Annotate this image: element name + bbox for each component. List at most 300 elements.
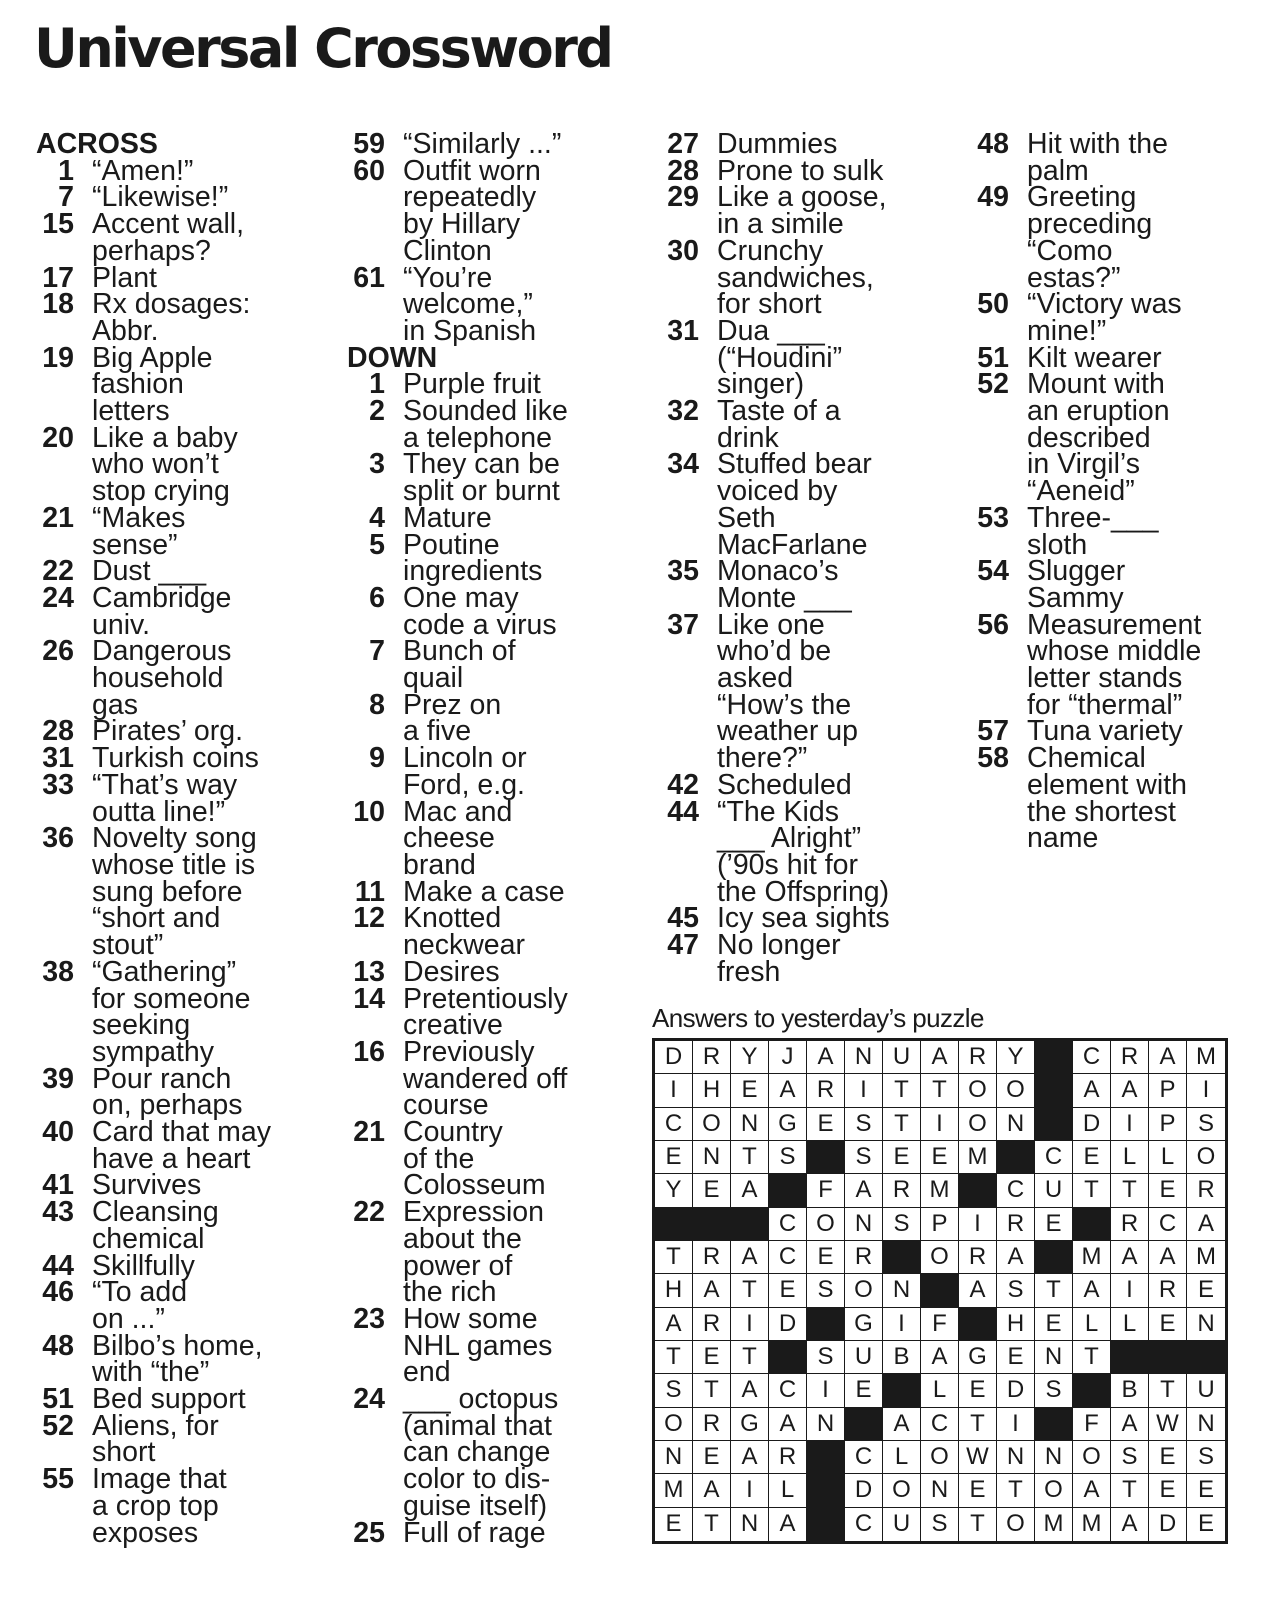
clue-line: “Similarly ...”	[403, 128, 562, 160]
clue-line: MacFarlane	[717, 528, 868, 561]
grid-cell: E	[1187, 1474, 1225, 1507]
clue-text	[699, 902, 949, 935]
clue-line: preceding	[1027, 208, 1153, 241]
clue-line: One may	[403, 581, 519, 614]
clue-number: 44	[667, 795, 699, 828]
grid-cell: G	[959, 1341, 997, 1374]
clue-text	[1009, 608, 1261, 721]
clue	[347, 1116, 637, 1202]
clue	[347, 128, 637, 160]
clue-line: “Makes	[92, 501, 186, 534]
clue	[347, 635, 637, 695]
clue-number: 32	[667, 395, 699, 428]
clue-number: 7	[58, 181, 74, 214]
grid-cell: R	[693, 1308, 731, 1341]
clue-line: “That’s way	[92, 768, 238, 801]
clue	[347, 581, 637, 641]
clue	[36, 208, 326, 267]
clue-text	[74, 421, 326, 508]
clue-line: Monaco’s	[717, 555, 839, 588]
clue	[36, 1169, 326, 1202]
clue-line: can change	[403, 1436, 551, 1469]
clue-number: 22	[353, 1196, 385, 1229]
clue-line: seeking	[92, 1009, 191, 1042]
black-square	[807, 1308, 845, 1341]
clue-line: fashion	[92, 368, 184, 401]
clue-number: 38	[42, 955, 74, 988]
clue-text	[74, 715, 326, 748]
grid-cell: N	[1187, 1408, 1225, 1441]
clue-column-4	[971, 128, 1261, 855]
clue	[659, 395, 949, 454]
clue-number: 18	[42, 288, 74, 321]
clue-line: Skillfully	[92, 1249, 195, 1282]
clue-number: 49	[977, 181, 1009, 214]
grid-cell: O	[1187, 1141, 1225, 1174]
clue-line: Prone to sulk	[717, 154, 884, 187]
grid-cell: T	[1111, 1174, 1149, 1207]
clue-number: 8	[369, 688, 385, 721]
grid-cell: C	[921, 1408, 959, 1441]
clue-text	[385, 1116, 637, 1202]
clue	[347, 688, 637, 748]
clue-line: perhaps?	[92, 234, 211, 267]
clue-line: creative	[403, 1009, 503, 1042]
clue-line: an eruption	[1027, 395, 1170, 428]
grid-cell: E	[883, 1141, 921, 1174]
clue-line: in Virgil’s	[1027, 448, 1140, 481]
clue-line: Outfit worn	[403, 154, 541, 187]
black-square	[959, 1308, 997, 1341]
grid-cell: A	[769, 1074, 807, 1107]
clue-text	[699, 234, 949, 321]
grid-cell: R	[883, 1174, 921, 1207]
grid-cell: A	[1073, 1474, 1111, 1507]
clue-line: stout”	[92, 929, 164, 962]
clue-line: Dust ___	[92, 555, 207, 588]
clue-number: 61	[353, 261, 385, 294]
clue	[659, 448, 949, 561]
grid-cell: S	[997, 1274, 1035, 1307]
clue-text	[699, 395, 949, 454]
clue-line: Hit with the	[1027, 128, 1168, 160]
grid-cell: O	[921, 1441, 959, 1474]
clue-line: of the	[403, 1142, 475, 1175]
clue-line: quail	[403, 662, 464, 695]
clue	[347, 154, 637, 267]
grid-cell: E	[693, 1441, 731, 1474]
grid-cell: T	[1073, 1174, 1111, 1207]
clue-line: Expression	[403, 1196, 544, 1229]
clue-number: 31	[42, 742, 74, 775]
grid-cell: T	[997, 1474, 1035, 1507]
clue	[36, 261, 326, 294]
grid-cell: G	[769, 1108, 807, 1141]
clue-line: “Aeneid”	[1027, 475, 1135, 508]
clue-line: Pour ranch	[92, 1062, 232, 1095]
grid-cell: U	[845, 1341, 883, 1374]
clue-line: for short	[717, 288, 822, 321]
clue-number: 35	[667, 555, 699, 588]
grid-cell: H	[693, 1074, 731, 1107]
clue-text	[74, 1249, 326, 1282]
grid-cell: R	[1187, 1174, 1225, 1207]
clue-line: Big Apple	[92, 341, 213, 374]
grid-cell: L	[883, 1441, 921, 1474]
clue-number: 51	[42, 1383, 74, 1416]
clue-column-2	[347, 128, 637, 1549]
across-heading: ACROSS	[36, 128, 158, 160]
clue	[347, 875, 637, 908]
clue-line: letter stands	[1027, 662, 1183, 695]
clue	[36, 742, 326, 775]
clue-text	[385, 1383, 637, 1522]
clue-line: there?”	[717, 742, 808, 775]
grid-cell: N	[807, 1408, 845, 1441]
clue-text	[74, 955, 326, 1068]
grid-cell: T	[693, 1508, 731, 1541]
clue-line: Make a case	[403, 875, 565, 908]
clue-line: “How’s the	[717, 688, 852, 721]
grid-cell: D	[655, 1041, 693, 1074]
grid-cell: E	[655, 1508, 693, 1541]
grid-cell: E	[1035, 1208, 1073, 1241]
clue	[347, 368, 637, 401]
grid-cell: C	[769, 1241, 807, 1274]
grid-cell: R	[959, 1241, 997, 1274]
grid-cell: C	[845, 1441, 883, 1474]
clue	[971, 501, 1261, 561]
clue-text	[385, 448, 637, 508]
grid-cell: T	[1111, 1474, 1149, 1507]
black-square	[921, 1274, 959, 1307]
grid-cell: F	[807, 1174, 845, 1207]
clue-text	[74, 822, 326, 962]
grid-cell: I	[731, 1474, 769, 1507]
clue-number: 31	[667, 314, 699, 347]
clue	[36, 1196, 326, 1255]
grid-cell: R	[845, 1241, 883, 1274]
clue-text	[385, 1035, 637, 1122]
clue	[347, 501, 637, 534]
grid-cell: E	[1149, 1441, 1187, 1474]
grid-cell: A	[731, 1374, 769, 1407]
black-square	[1111, 1341, 1149, 1374]
clue-line: “Amen!”	[92, 154, 194, 187]
clue	[971, 128, 1261, 187]
clue-number: 44	[42, 1249, 74, 1282]
clue	[347, 902, 637, 962]
clue	[971, 341, 1261, 374]
black-square	[807, 1508, 845, 1541]
clue	[36, 1249, 326, 1282]
grid-cell: O	[883, 1474, 921, 1507]
clue-text	[1009, 181, 1261, 294]
grid-cell: A	[1073, 1074, 1111, 1107]
clue-line: Chemical	[1027, 742, 1146, 775]
clue-number: 5	[369, 528, 385, 561]
grid-cell: S	[655, 1374, 693, 1407]
clue-number: 52	[42, 1409, 74, 1442]
clue-number: 15	[42, 208, 74, 241]
grid-cell: M	[1073, 1241, 1111, 1274]
clue	[971, 288, 1261, 347]
grid-cell: A	[693, 1274, 731, 1307]
grid-cell: L	[1149, 1141, 1187, 1174]
clue-text	[74, 208, 326, 267]
clue	[347, 1302, 637, 1389]
grid-cell: U	[1187, 1374, 1225, 1407]
grid-cell: I	[997, 1408, 1035, 1441]
grid-cell: L	[1111, 1141, 1149, 1174]
clue-line: ___ Alright”	[717, 822, 862, 855]
clue-text	[385, 635, 637, 695]
clue-text	[74, 768, 326, 828]
clue-line: ingredients	[403, 555, 543, 588]
clue-text	[385, 955, 637, 988]
clue-line: “Victory was	[1027, 288, 1182, 321]
clue	[347, 528, 637, 588]
clue-line: have a heart	[92, 1142, 251, 1175]
grid-cell: E	[693, 1174, 731, 1207]
clue-number: 2	[369, 395, 385, 428]
clue-text	[74, 288, 326, 347]
clue-number: 59	[353, 128, 385, 160]
clue	[659, 608, 949, 775]
grid-cell: O	[807, 1208, 845, 1241]
clue-line: They can be	[403, 448, 560, 481]
clue-line: end	[403, 1356, 451, 1389]
clue-text	[1009, 555, 1261, 614]
grid-cell: N	[921, 1474, 959, 1507]
clue	[971, 368, 1261, 508]
grid-cell: E	[845, 1374, 883, 1407]
clue	[347, 982, 637, 1042]
grid-cell: S	[845, 1108, 883, 1141]
grid-cell: C	[1073, 1041, 1111, 1074]
grid-cell: C	[845, 1508, 883, 1541]
clue-line: voiced by	[717, 475, 838, 508]
clue-number: 56	[977, 608, 1009, 641]
clue-text	[74, 635, 326, 721]
clue	[347, 742, 637, 801]
grid-cell: I	[655, 1074, 693, 1107]
grid-cell: O	[1035, 1474, 1073, 1507]
clue-text	[699, 314, 949, 401]
clue-text	[1009, 742, 1261, 855]
clue-number: 47	[667, 929, 699, 962]
grid-cell: O	[921, 1241, 959, 1274]
grid-cell: S	[921, 1508, 959, 1541]
clue-number: 28	[667, 154, 699, 187]
grid-cell: A	[655, 1308, 693, 1341]
clue-number: 42	[667, 768, 699, 801]
clue-line: a telephone	[403, 421, 552, 454]
clue-line: sense”	[92, 528, 178, 561]
clue-line: with “the”	[92, 1356, 210, 1389]
grid-cell: H	[997, 1308, 1035, 1341]
grid-cell: E	[1149, 1308, 1187, 1341]
clue-number: 36	[42, 822, 74, 855]
clue	[659, 234, 949, 321]
grid-cell: M	[655, 1474, 693, 1507]
clue	[347, 395, 637, 454]
grid-cell: N	[883, 1274, 921, 1307]
grid-cell: N	[731, 1508, 769, 1541]
clue	[347, 1516, 637, 1549]
clue-line: Stuffed bear	[717, 448, 872, 481]
clue-number: 10	[353, 795, 385, 828]
clue-line: No longer	[717, 929, 841, 962]
clue-line: Ford, e.g.	[403, 768, 525, 801]
clue-line: drink	[717, 421, 779, 454]
clue-number: 17	[42, 261, 74, 294]
black-square	[1035, 1074, 1073, 1107]
clue-line: palm	[1027, 154, 1089, 187]
clue-text	[385, 1302, 637, 1389]
clue-line: asked	[717, 662, 794, 695]
clue-text	[699, 128, 949, 160]
clue-line: Seth	[717, 501, 776, 534]
grid-cell: Y	[997, 1041, 1035, 1074]
grid-cell: B	[883, 1341, 921, 1374]
clue	[36, 181, 326, 214]
clue-line: Scheduled	[717, 768, 852, 801]
clue	[971, 555, 1261, 614]
clue-line: whose title is	[92, 848, 256, 881]
clue-number: 51	[977, 341, 1009, 374]
clue-line: who’d be	[717, 635, 832, 668]
clue-line: Taste of a	[717, 395, 841, 428]
clue-number: 39	[42, 1062, 74, 1095]
clue-number: 24	[42, 581, 74, 614]
grid-cell: F	[1073, 1408, 1111, 1441]
clue	[36, 1062, 326, 1122]
clue-line: Monte ___	[717, 581, 852, 614]
grid-cell: R	[769, 1441, 807, 1474]
clue-text	[1009, 368, 1261, 508]
clue-text	[385, 1516, 637, 1549]
grid-cell: C	[655, 1108, 693, 1141]
grid-cell: S	[1187, 1108, 1225, 1141]
clue-line: Aliens, for	[92, 1409, 219, 1442]
black-square	[1073, 1374, 1111, 1407]
grid-cell: A	[997, 1241, 1035, 1274]
grid-cell: D	[997, 1374, 1035, 1407]
clue	[659, 181, 949, 241]
clue-line: the shortest	[1027, 795, 1176, 828]
clue-number: 57	[977, 715, 1009, 748]
clue-column-1	[36, 128, 326, 1549]
clue-number: 16	[353, 1035, 385, 1068]
grid-cell: C	[769, 1374, 807, 1407]
clue-text	[1009, 501, 1261, 561]
grid-cell: N	[845, 1041, 883, 1074]
clue-text	[74, 154, 326, 187]
grid-cell: A	[731, 1241, 769, 1274]
clue-line: Icy sea sights	[717, 902, 890, 935]
clue-number: 58	[977, 742, 1009, 775]
clue-text	[699, 154, 949, 187]
clue-line: Dangerous	[92, 635, 232, 668]
grid-cell: S	[807, 1274, 845, 1307]
clue-line: “You’re	[403, 261, 493, 294]
clue-line: color to dis-	[403, 1463, 551, 1496]
clue-line: Pretentiously	[403, 982, 568, 1015]
clue-text	[385, 902, 637, 962]
grid-cell: R	[1111, 1208, 1149, 1241]
clue-line: univ.	[92, 608, 151, 641]
clue-line: sympathy	[92, 1035, 214, 1068]
clue-number: 29	[667, 181, 699, 214]
clue-text	[385, 154, 637, 267]
grid-cell: A	[731, 1441, 769, 1474]
clue-line: fresh	[717, 955, 781, 988]
clue-text	[385, 795, 637, 881]
clue-line: “Gathering”	[92, 955, 237, 988]
clue	[347, 448, 637, 508]
clue-text	[74, 742, 326, 775]
clue-line: exposes	[92, 1516, 199, 1549]
grid-cell: S	[807, 1341, 845, 1374]
grid-cell: T	[655, 1241, 693, 1274]
grid-cell: C	[1149, 1208, 1187, 1241]
grid-cell: A	[769, 1508, 807, 1541]
grid-cell: E	[731, 1074, 769, 1107]
black-square	[693, 1208, 731, 1241]
clue-number: 3	[369, 448, 385, 481]
clue-line: Bilbo’s home,	[92, 1329, 263, 1362]
clue-line: “Likewise!”	[92, 181, 229, 214]
grid-cell: A	[883, 1408, 921, 1441]
clue-line: repeatedly	[403, 181, 537, 214]
grid-cell: M	[1187, 1241, 1225, 1274]
clue-line: whose middle	[1027, 635, 1202, 668]
clue	[347, 955, 637, 988]
grid-cell: A	[693, 1474, 731, 1507]
clue-line: How some	[403, 1302, 538, 1335]
clue-text	[385, 581, 637, 641]
clue-text	[74, 555, 326, 588]
grid-cell: Y	[655, 1174, 693, 1207]
clue-text	[74, 1276, 326, 1335]
clue	[659, 902, 949, 935]
clue-line: “Como	[1027, 234, 1113, 267]
clue-line: Purple fruit	[403, 368, 541, 401]
clue-line: cheese	[403, 822, 495, 855]
clue-number: 27	[667, 128, 699, 160]
clue-text	[699, 608, 949, 775]
clue	[971, 742, 1261, 855]
grid-cell: D	[1149, 1508, 1187, 1541]
grid-cell: C	[997, 1174, 1035, 1207]
grid-cell: M	[1073, 1508, 1111, 1541]
black-square	[807, 1474, 845, 1507]
clue	[659, 128, 949, 160]
clue-line: Novelty song	[92, 822, 257, 855]
grid-cell: A	[921, 1341, 959, 1374]
grid-cell: N	[997, 1441, 1035, 1474]
clue-line: in a simile	[717, 208, 844, 241]
grid-cell: E	[959, 1474, 997, 1507]
clue-number: 55	[42, 1463, 74, 1496]
clue-line: sandwiches,	[717, 261, 874, 294]
grid-cell: A	[845, 1174, 883, 1207]
clue-line: Dummies	[717, 128, 838, 160]
clue	[347, 261, 637, 347]
page-title: Universal Crossword	[34, 17, 612, 80]
black-square	[1035, 1041, 1073, 1074]
